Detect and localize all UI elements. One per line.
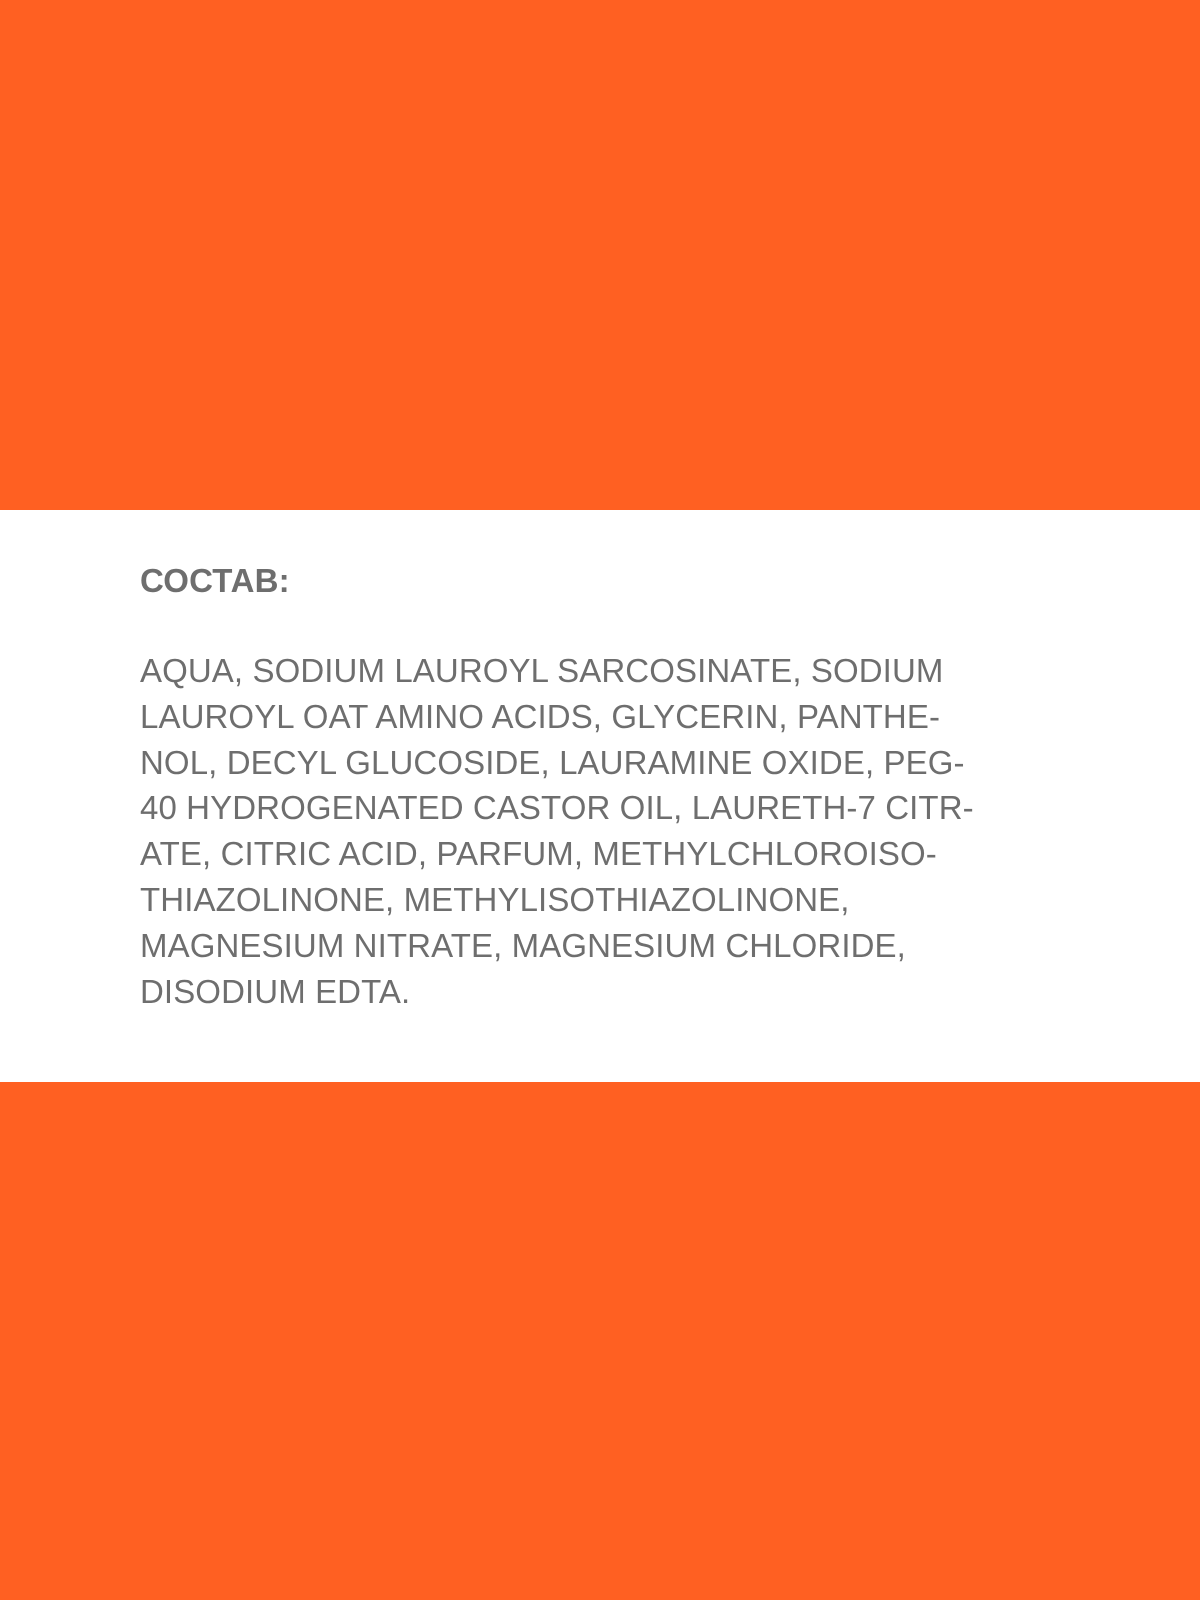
ingredients-line: ATE, CITRIC ACID, PARFUM, METHYLCHLOROISO- [140,835,937,873]
ingredients-line: THIAZOLINONE, METHYLISOTHIAZOLINONE, [140,880,850,918]
orange-band-bottom [0,1082,1200,1600]
ingredients-line: MAGNESIUM NITRATE, MAGNESIUM CHLORIDE, [140,926,906,964]
ingredients-panel [0,510,1200,1082]
ingredients-line: DISODIUM EDTA. [140,972,411,1010]
ingredients-line: 40 HYDROGENATED CASTOR OIL, LAURETH-7 CITR- [140,789,974,827]
ingredients-line: NOL, DECYL GLUCOSIDE, LAURAMINE OXIDE, PEG- [140,743,965,781]
ingredients-text [140,648,1200,1014]
orange-band-top [0,0,1200,510]
ingredients-heading: СОСТАВ: [140,562,290,599]
ingredients-line: AQUA, SODIUM LAUROYL SARCOSINATE, SODIUM [140,652,944,689]
ingredients-line: LAUROYL OAT AMINO ACIDS, GLYCERIN, PANTHE- [140,697,941,735]
